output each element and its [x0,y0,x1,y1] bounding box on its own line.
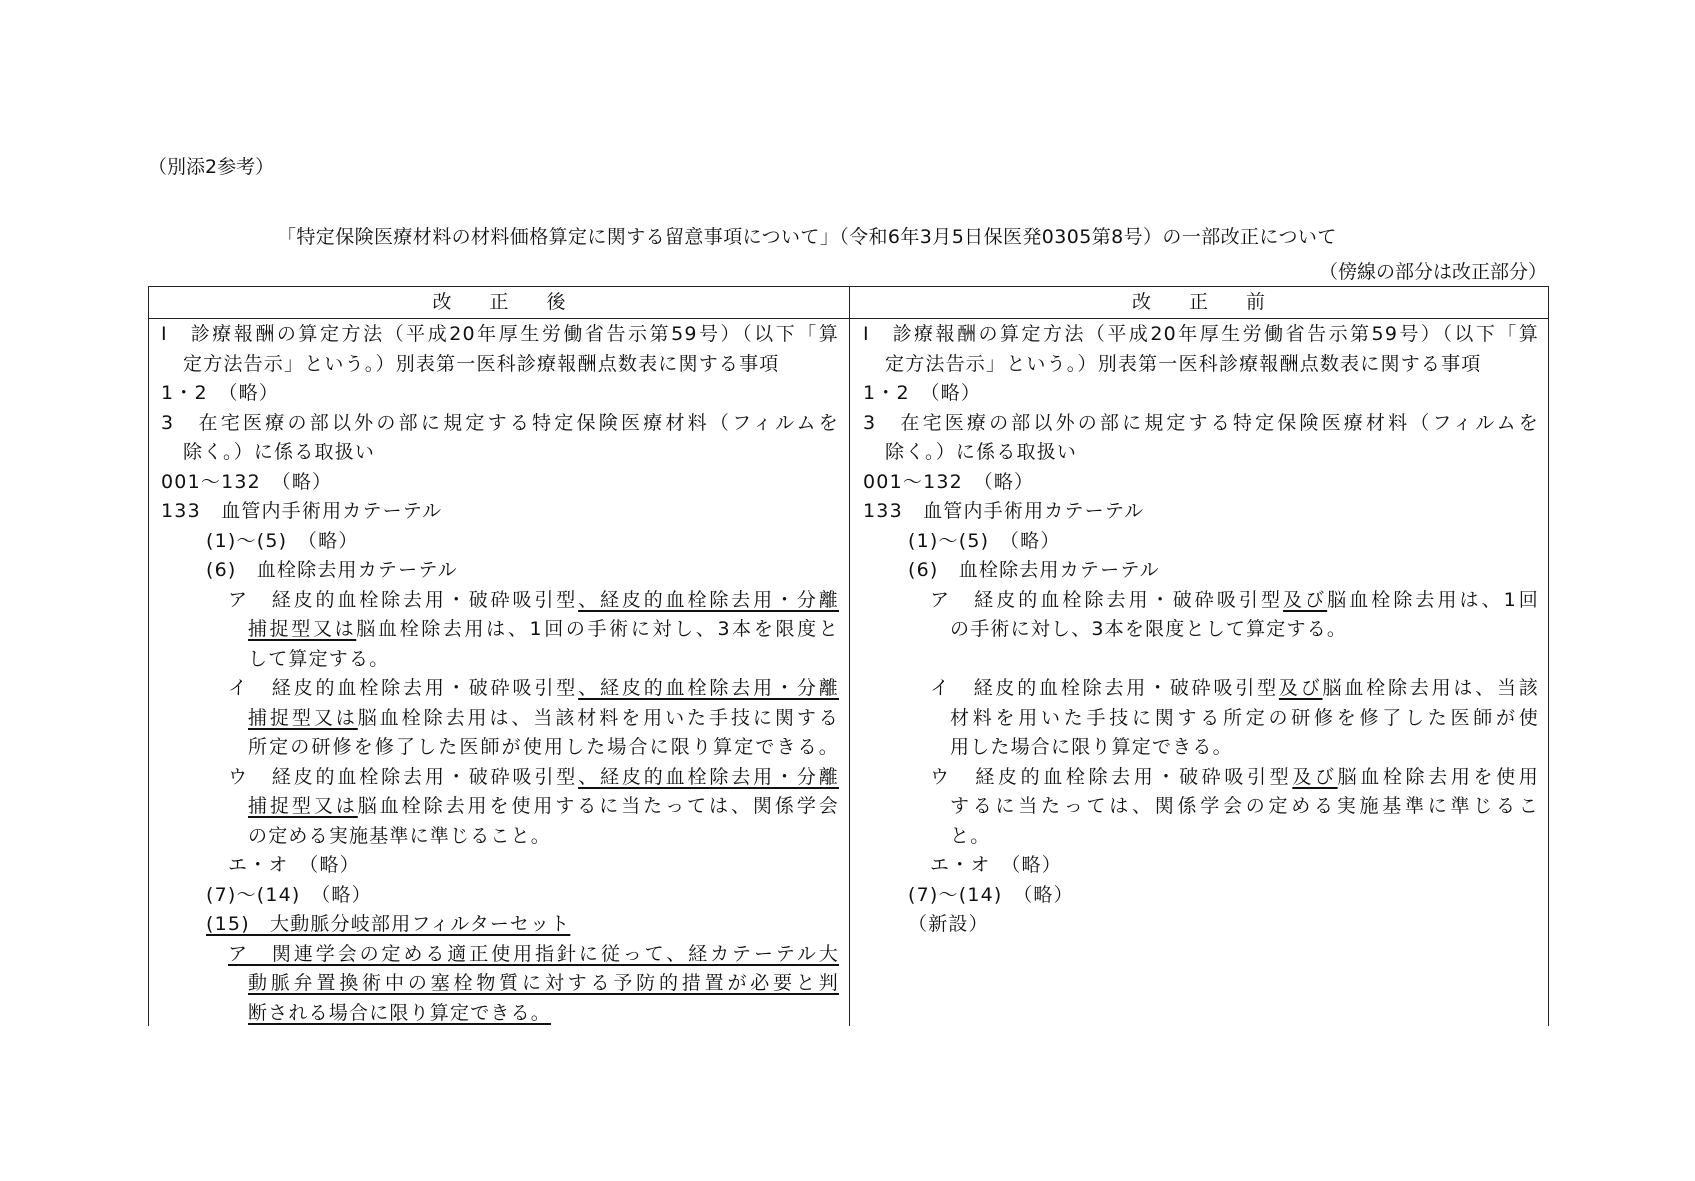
text-line [863,556,1539,586]
text-line [863,763,1539,793]
text-segment: の定める実施基準に準じること。 [248,824,552,847]
text-line [161,999,839,1029]
amended-text: 及び [1283,588,1328,611]
text-segment: 1・2 （略） [161,382,280,404]
amended-text: 捕捉型又は [248,618,357,640]
header-after-amendment: 改 正 後 [432,291,566,313]
text-line [863,792,1539,822]
amended-text: 、経皮的血栓除去用・分離 [578,677,840,699]
text-segment: 定方法告示」という。）別表第一医科診療報酬点数表に関する事項 [885,352,1482,375]
amended-text: 動脈弁置換術中の塞栓物質に対する予防的措置が必要と判 [248,972,839,994]
text-line [161,822,839,852]
reference-label: （別添2参考） [148,156,275,178]
text-line [161,851,839,881]
text-line [863,409,1539,439]
text-segment: ア 経皮的血栓除去用・破砕吸引型 [228,588,579,611]
text-segment: 脳血栓除去用を使用するに当たっては、関係学会 [357,795,839,817]
after-amendment-column [161,320,839,1028]
text-segment: ウ 経皮的血栓除去用・破砕吸引型 [930,765,1293,788]
text-segment: (6) 血栓除去用カテーテル [908,559,1160,581]
before-amendment-column [863,320,1539,940]
header-before-amendment: 改 正 前 [1131,291,1265,313]
text-segment: 除く。）に係る取扱い [183,441,376,463]
text-segment: 3 在宅医療の部以外の部に規定する特定保険医療材料（フィルムを [161,411,839,434]
text-line [161,940,839,970]
text-line [863,497,1539,527]
amended-text: (15) 大動脈分岐部用フィルターセット [206,913,571,935]
text-line [161,881,839,911]
underline-note: （傍線の部分は改正部分） [1318,261,1547,283]
text-line [161,615,839,645]
text-line [863,320,1539,350]
text-segment: と。 [950,824,991,847]
text-line [161,497,839,527]
text-segment: するに当たっては、関係学会の定める実施基準に準じるこ [950,795,1539,817]
text-line [161,763,839,793]
text-line [161,969,839,999]
text-segment: して算定する。 [248,647,390,670]
amended-text: 捕捉型又は [248,706,358,729]
amended-text: 断される場合に限り算定できる。 [248,1001,552,1024]
text-line [863,822,1539,852]
text-segment: Ⅰ 診療報酬の算定方法（平成20年厚生労働省告示第59号）（以下「算 [863,323,1539,345]
text-line [161,704,839,734]
text-line [161,792,839,822]
text-segment: 001～132 （略） [161,470,333,493]
text-segment: イ 経皮的血栓除去用・破砕吸引型 [228,677,579,699]
amended-text: 捕捉型又は [248,795,358,817]
text-line [863,674,1539,704]
text-segment: 所定の研修を修了した医師が使用した場合に限り算定できる。 [248,736,839,758]
text-line [161,910,839,940]
amended-text: ア 関連学会の定める適正使用指針に従って、経カテーテル大 [228,942,839,965]
text-segment: （新設） [908,913,989,935]
text-segment: 除く。）に係る取扱い [885,441,1078,463]
text-segment: 脳血栓除去用は、当該 [1322,677,1539,699]
text-line [161,438,839,468]
amended-text: 、経皮的血栓除去用・分離 [578,588,840,611]
text-segment: Ⅰ 診療報酬の算定方法（平成20年厚生労働省告示第59号）（以下「算 [161,323,839,345]
text-line [863,379,1539,409]
text-line [161,379,839,409]
text-segment: (1)～(5) （略） [206,529,359,552]
text-line [161,468,839,498]
text-line [161,586,839,616]
text-line [161,556,839,586]
text-segment: 001～132 （略） [863,470,1035,493]
comparison-table [148,286,1549,1026]
text-segment: 定方法告示」という。）別表第一医科診療報酬点数表に関する事項 [183,352,780,375]
document-title: 「特定保険医療材料の材料価格算定に関する留意事項について」（令和6年3月5日保医発0305第8号）の一部改正について [277,226,1337,248]
text-segment: (7)～(14) （略） [908,883,1074,906]
text-line [863,527,1539,557]
text-segment: 133 血管内手術用カテーテル [863,500,1145,522]
text-segment: 133 血管内手術用カテーテル [161,500,443,522]
text-line [161,350,839,380]
text-segment: 材料を用いた手技に関する所定の研修を修了した医師が使 [950,706,1539,729]
text-segment: エ・オ （略） [228,854,360,876]
text-line [161,645,839,675]
text-segment: (6) 血栓除去用カテーテル [206,559,458,581]
text-segment: エ・オ （略） [930,854,1062,876]
text-segment: の手術に対し、3本を限度として算定する。 [950,618,1348,640]
amended-text: 及び [1292,765,1338,788]
text-line [863,468,1539,498]
text-line [863,851,1539,881]
text-segment: 脳血栓除去用は、1回の手術に対し、3本を限度と [356,618,839,640]
text-line [863,733,1539,763]
text-segment: 脳血栓除去用は、1回 [1327,588,1540,611]
text-segment: イ 経皮的血栓除去用・破砕吸引型 [930,677,1279,699]
column-divider [849,287,850,1026]
text-line [863,350,1539,380]
text-line [161,527,839,557]
text-segment: ア 経皮的血栓除去用・破砕吸引型 [930,588,1284,611]
text-line [863,586,1539,616]
text-segment: 1・2 （略） [863,382,982,404]
text-line [863,615,1539,645]
text-line [863,438,1539,468]
text-line [863,881,1539,911]
text-line [161,733,839,763]
text-segment: (7)～(14) （略） [206,883,372,906]
text-segment: ウ 経皮的血栓除去用・破砕吸引型 [228,765,579,788]
text-line [161,409,839,439]
text-segment: 用した場合に限り算定できる。 [950,736,1233,758]
amended-text: 、経皮的血栓除去用・分離 [578,765,840,788]
text-segment: (1)～(5) （略） [908,529,1061,552]
text-line [863,645,1539,675]
text-line [863,704,1539,734]
text-segment: 脳血栓除去用を使用 [1337,765,1539,788]
text-line [863,910,1539,940]
text-segment: 脳血栓除去用は、当該材料を用いた手技に関する [357,706,839,729]
text-line [161,320,839,350]
text-line [161,674,839,704]
amended-text: 及び [1278,677,1323,699]
text-segment: 3 在宅医療の部以外の部に規定する特定保険医療材料（フィルムを [863,411,1539,434]
